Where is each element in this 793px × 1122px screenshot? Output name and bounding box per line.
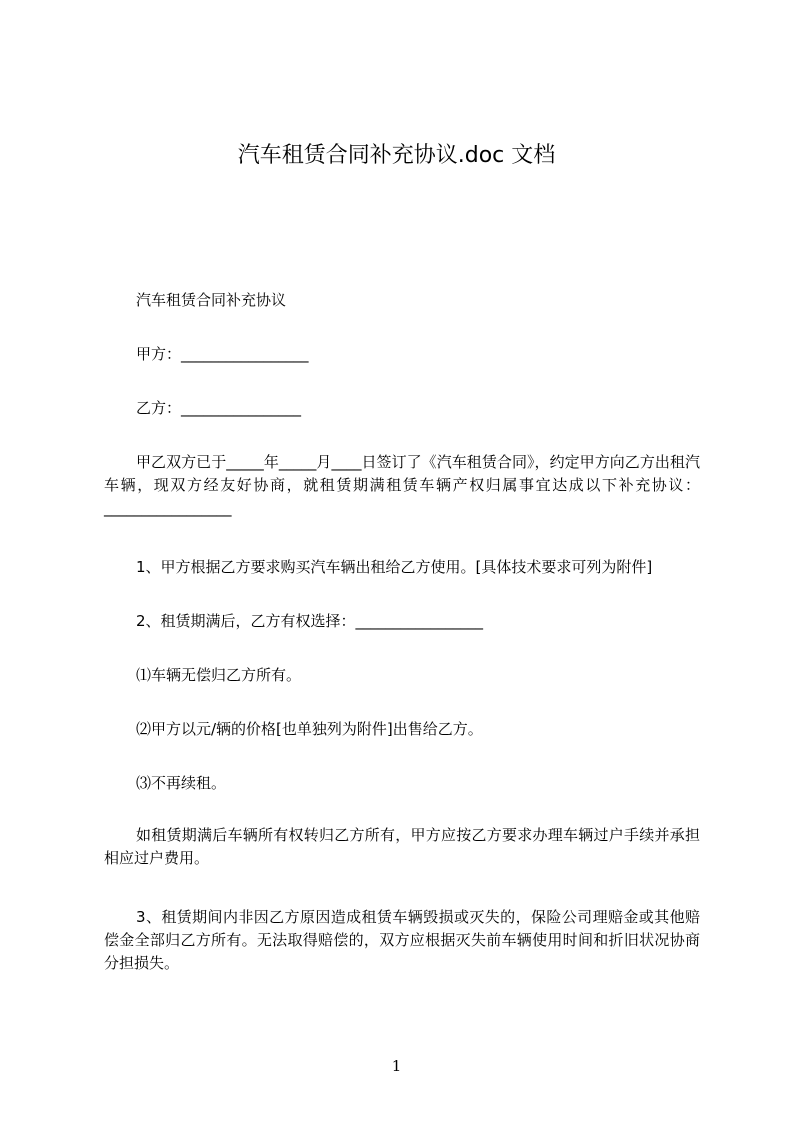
transfer-paragraph: 如租赁期满后车辆所有权转归乙方所有，甲方应按乙方要求办理车辆过户手续并承担相应过户费用。 [104,826,700,867]
agreement-heading: 汽车租赁合同补充协议 [136,291,287,309]
party-a-line: 甲方：_________________ [136,345,309,363]
clause-2: 2、租赁期满后，乙方有权选择：_________________ [136,612,484,630]
party-b-line: 乙方：________________ [136,399,302,417]
option-3: ⑶不再续租。 [136,774,227,792]
page-number: 1 [391,1057,402,1075]
clause-1: 1、甲方根据乙方要求购买汽车辆出租给乙方使用。[具体技术要求可列为附件] [136,558,653,576]
document-title: 汽车租赁合同补充协议.doc 文档 [237,143,556,168]
option-1: ⑴车辆无偿归乙方所有。 [136,666,302,684]
clause-3: 3、租赁期间内非因乙方原因造成租赁车辆毁损或灭失的，保险公司理赔金或其他赔偿金全部归乙方所有。无法取得赔偿的，双方应根据灭失前车辆使用时间和折旧状况协商分担损失。 [104,908,700,972]
option-2: ⑵甲方以元/辆的价格[也单独列为附件]出售给乙方。 [136,720,483,738]
intro-paragraph: 甲乙双方已于_____年_____月____日签订了《汽车租赁合同》，约定甲方向乙方出租汽车辆，现双方经友好协商，就租赁期满租赁车辆产权归属事宜达成以下补充协议：_________________ [104,453,700,517]
